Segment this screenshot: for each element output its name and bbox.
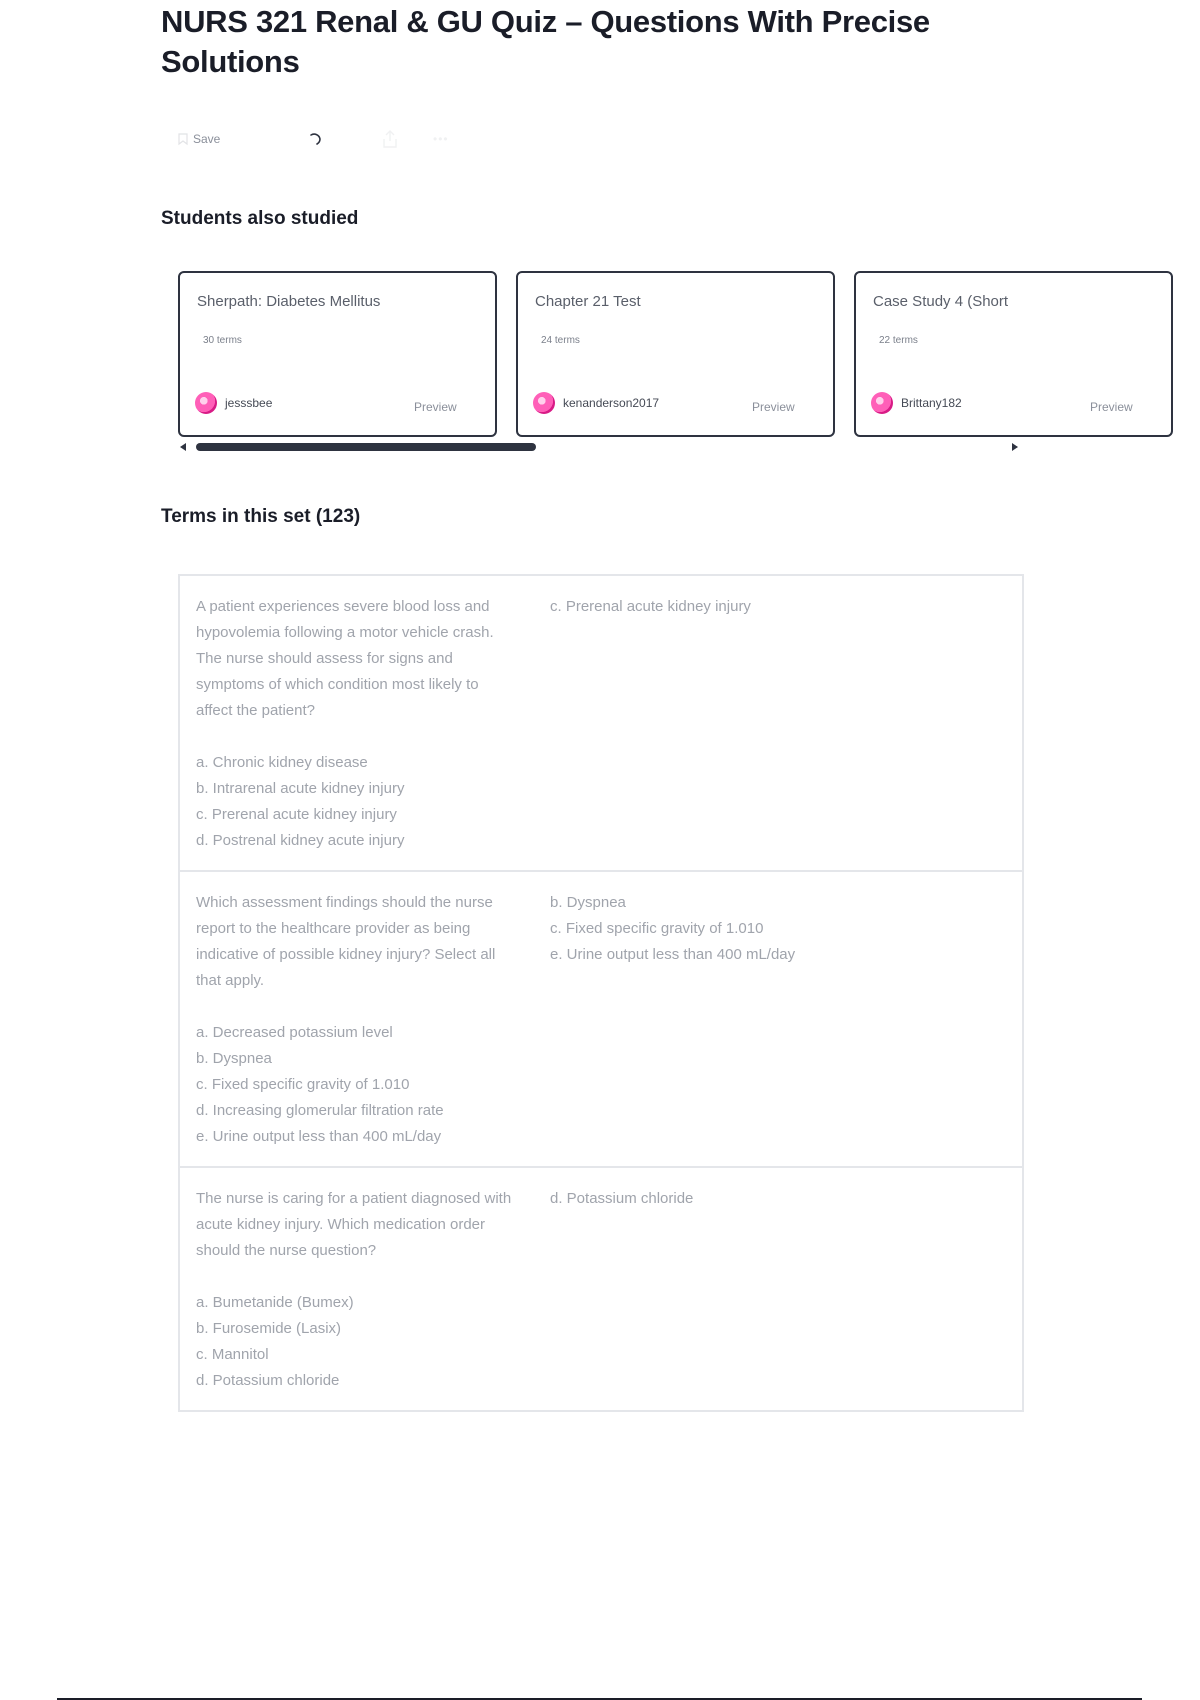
answer-text: b. Dyspnea <box>550 894 626 911</box>
preview-button[interactable]: Preview <box>1090 400 1133 414</box>
share-button[interactable] <box>383 130 433 148</box>
option-text: b. Dyspnea <box>196 1050 272 1067</box>
option-text: b. Furosemide (Lasix) <box>196 1320 342 1337</box>
card-term-count: 30 terms <box>203 335 242 346</box>
card-title: Case Study 4 (Short <box>873 293 1009 310</box>
option-text: c. Prerenal acute kidney injury <box>196 806 397 823</box>
term-row <box>180 576 1022 872</box>
avatar <box>871 392 893 414</box>
loading-spinner-icon <box>308 132 383 146</box>
scroll-left-arrow-icon[interactable] <box>180 443 186 451</box>
save-button-label: Save <box>193 132 221 146</box>
question-text: A patient experiences severe blood loss and hypovolemia following a motor vehicle crash. The nurse should assess for signs and symptoms of which condition most likely to affect the patient? <box>196 598 494 719</box>
more-icon: ••• <box>433 132 449 146</box>
card-term-count: 22 terms <box>879 335 918 346</box>
option-text: b. Intrarenal acute kidney injury <box>196 780 405 797</box>
option-text: c. Mannitol <box>196 1346 269 1363</box>
preview-button[interactable]: Preview <box>414 400 457 414</box>
option-text: a. Decreased potassium level <box>196 1024 393 1041</box>
carousel-scrollbar[interactable] <box>196 443 536 451</box>
term-answer <box>550 1186 1006 1394</box>
card-title: Chapter 21 Test <box>535 293 641 310</box>
more-options-button[interactable] <box>433 132 463 146</box>
scroll-right-arrow-icon[interactable] <box>1012 443 1018 451</box>
option-text: a. Chronic kidney disease <box>196 754 368 771</box>
option-text: a. Bumetanide (Bumex) <box>196 1294 354 1311</box>
study-set-card[interactable] <box>854 271 1173 437</box>
card-title: Sherpath: Diabetes Mellitus <box>197 293 381 310</box>
card-username: Brittany182 <box>901 396 962 410</box>
term-row <box>180 872 1022 1168</box>
terms-heading: Terms in this set (123) <box>161 506 361 527</box>
term-question <box>196 1186 516 1394</box>
option-text: c. Fixed specific gravity of 1.010 <box>196 1076 410 1093</box>
study-set-card[interactable] <box>516 271 835 437</box>
question-text: The nurse is caring for a patient diagnosed with acute kidney injury. Which medication order should the nurse question? <box>196 1190 512 1259</box>
page-title: NURS 321 Renal & GU Quiz – Questions With Precise Solutions <box>161 4 930 79</box>
card-username: jesssbee <box>225 396 273 410</box>
share-icon <box>383 130 397 148</box>
question-text: Which assessment findings should the nurse report to the healthcare provider as being indicative of possible kidney injury? Select all that apply. <box>196 894 496 989</box>
avatar <box>195 392 217 414</box>
option-text: d. Increasing glomerular filtration rate <box>196 1102 444 1119</box>
option-text: d. Postrenal kidney acute injury <box>196 832 405 849</box>
toolbar <box>178 124 463 154</box>
term-question <box>196 594 516 854</box>
answer-text: c. Fixed specific gravity of 1.010 <box>550 920 764 937</box>
card-username: kenanderson2017 <box>563 396 660 410</box>
card-term-count: 24 terms <box>541 335 580 346</box>
save-button[interactable] <box>178 132 308 146</box>
study-set-card[interactable] <box>178 271 497 437</box>
option-text: d. Potassium chloride <box>196 1372 340 1389</box>
answer-text: e. Urine output less than 400 mL/day <box>550 946 796 963</box>
preview-button[interactable]: Preview <box>752 400 795 414</box>
term-question <box>196 890 516 1150</box>
bookmark-icon <box>178 133 188 145</box>
term-row <box>180 1168 1022 1410</box>
term-answer <box>550 890 1006 1150</box>
answer-text: c. Prerenal acute kidney injury <box>550 598 751 615</box>
terms-table <box>178 574 1024 1412</box>
study-set-carousel <box>178 271 1133 443</box>
avatar <box>533 392 555 414</box>
term-answer <box>550 594 1006 854</box>
answer-text: d. Potassium chloride <box>550 1190 694 1207</box>
students-also-studied-heading: Students also studied <box>161 208 359 229</box>
option-text: e. Urine output less than 400 mL/day <box>196 1128 442 1145</box>
